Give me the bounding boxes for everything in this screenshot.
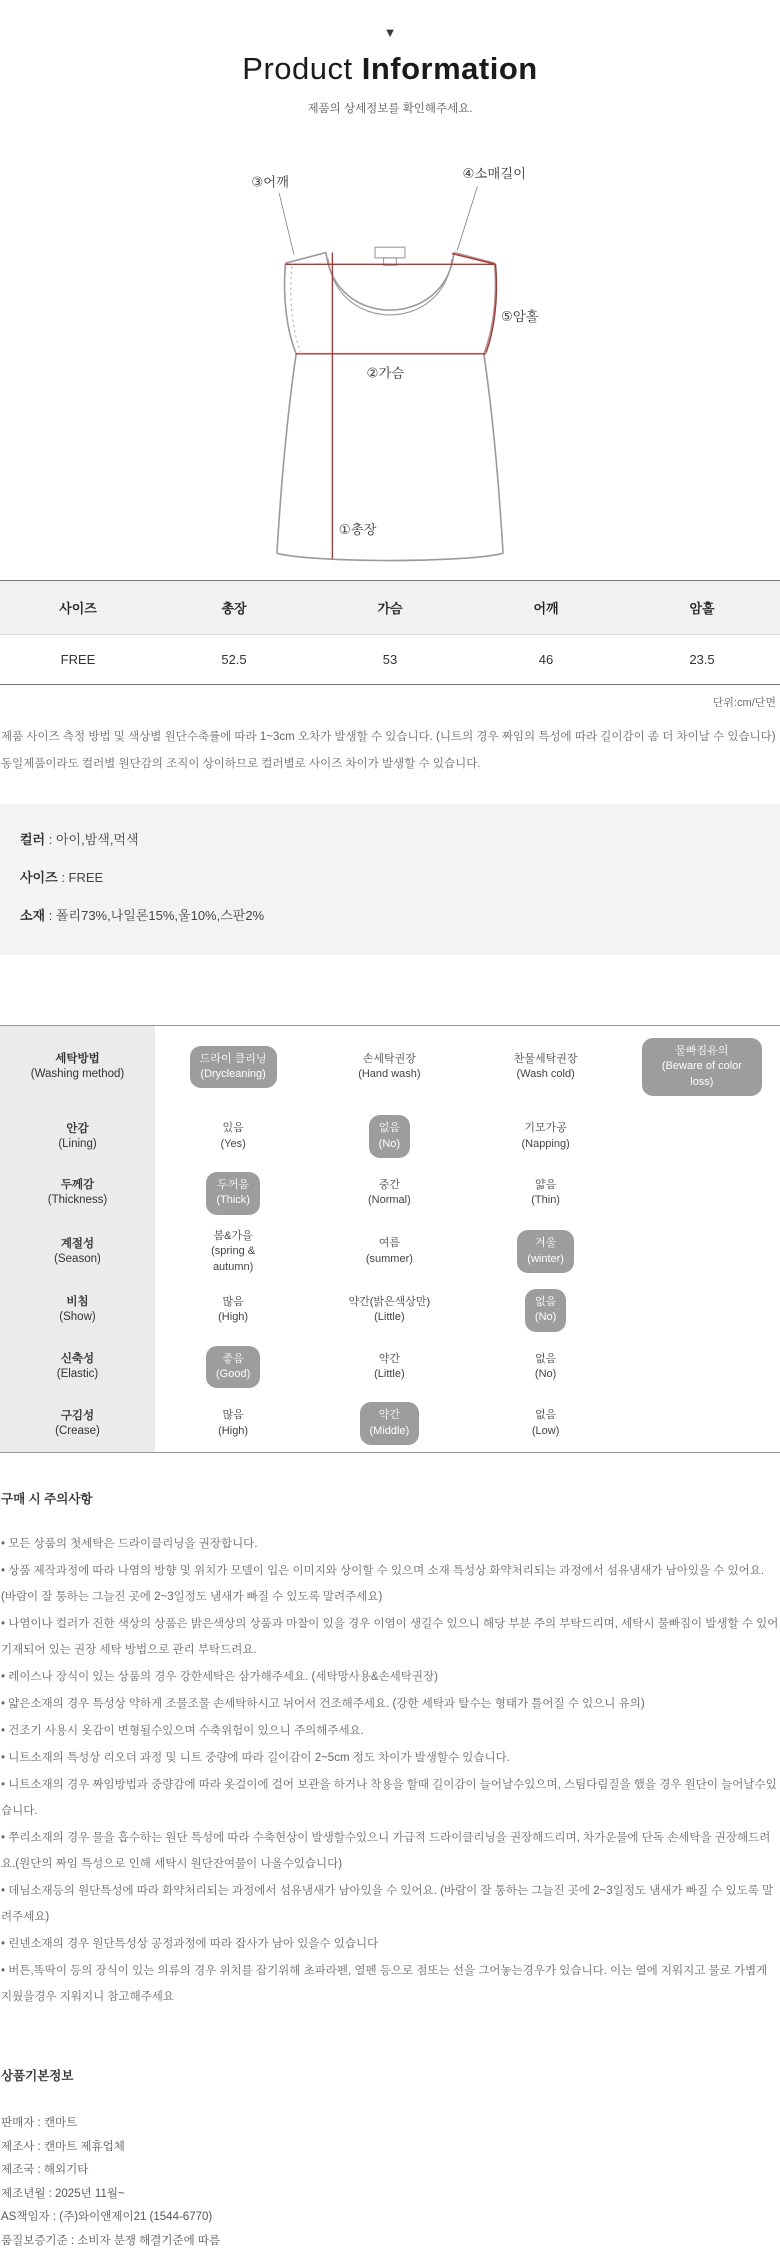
shoulder-value: 46	[538, 652, 554, 667]
label-length: ①총장	[338, 522, 377, 538]
sleeve-leader-line	[457, 186, 477, 250]
unit-note: 단위:cm/단면	[712, 697, 776, 709]
size-notes	[0, 724, 780, 778]
purchase-notice-section	[0, 1489, 780, 2010]
label-shoulder: ③어깨	[251, 174, 290, 190]
length-value: 52.5	[221, 652, 247, 667]
care-option-kr: 없음	[534, 1295, 557, 1308]
care-option-en: (Beware of color loss)	[661, 1060, 742, 1088]
size-label: 사이즈	[20, 870, 58, 885]
care-label-kr: 구김성	[60, 1409, 95, 1422]
size-table-header-row	[0, 581, 780, 635]
care-option-cell	[155, 1401, 311, 1446]
notice-item: • 버튼,똑딱이 등의 장식이 있는 의류의 경우 위치를 잡기위해 초파라펜, 열펜 등으로 점또는 선을 그어놓는경우가 있습니다. 이는 열에 지워지고 물로 가볍게 지웠을경우 지워지니 참고해주세요	[1, 1965, 768, 2004]
care-option-cell	[468, 1040, 624, 1095]
care-row-sheerness	[0, 1282, 780, 1339]
care-option-en: (summer)	[365, 1252, 413, 1265]
color-value: : 아이,밤색,먹색	[48, 832, 139, 847]
care-option-cell	[311, 1040, 467, 1095]
care-row-label	[0, 1395, 155, 1452]
care-option-en: (Thin)	[531, 1194, 560, 1207]
care-option-kr: 좋음	[222, 1352, 244, 1365]
length-col-header: 총장	[221, 601, 247, 616]
garment-left-side-seam	[277, 354, 296, 553]
care-label-en: (Elastic)	[56, 1368, 99, 1381]
care-label-en: (Show)	[59, 1311, 96, 1324]
shoulder-col-header: 어깨	[533, 601, 559, 616]
care-option-en: (spring & autumn)	[211, 1245, 256, 1273]
size-table	[0, 580, 780, 685]
label-chest: ②가슴	[366, 365, 405, 381]
care-option-en: (No)	[534, 1368, 557, 1381]
care-option-cell	[155, 1222, 311, 1282]
care-option-kr: 손세탁권장	[362, 1052, 416, 1065]
care-label-en: (Thickness)	[47, 1194, 108, 1207]
care-option-en: (Hand wash)	[358, 1068, 421, 1081]
care-option-cell	[311, 1108, 467, 1165]
care-label-kr: 두께감	[60, 1179, 95, 1192]
notice-item: • 린넨소재의 경우 원단특성상 공정과정에 따라 잡사가 남아 있을수 있습니다	[1, 1938, 379, 1951]
care-label-en: (Season)	[54, 1252, 101, 1265]
notice-items	[0, 1531, 780, 2010]
care-option-kr: 중간	[378, 1178, 400, 1191]
care-row-label	[0, 1165, 155, 1222]
label-sleeve-length: ④소매길이	[462, 165, 526, 181]
size-table-row	[0, 635, 780, 684]
sleeve-measure-line	[452, 254, 496, 265]
product-info-box	[0, 804, 780, 955]
notice-item: • 나염이나 컬러가 진한 색상의 상품은 밝은색상의 상품과 마찰이 있을 경우 이염이 생길수 있으니 해당 부분 주의 부탁드리며, 세탁시 물빠짐이 발생할 수 있어 기재되어 있는 권장 세탁 방법으로 관리 부탁드려요.	[1, 1618, 779, 1657]
notice-item: • 얇은소재의 경우 특성상 약하게 조물조물 손세탁하시고 뉘어서 건조해주세요. (강한 세탁과 탈수는 형태가 틀어질 수 있으니 유의)	[1, 1698, 645, 1711]
care-option-kr: 없음	[378, 1122, 400, 1135]
care-label-kr: 계절성	[60, 1237, 95, 1250]
care-label-kr: 비침	[66, 1296, 89, 1309]
garment-measurement-diagram	[230, 148, 550, 580]
care-row-label	[0, 1108, 155, 1165]
care-option-cell-empty	[624, 1130, 780, 1144]
care-option-cell	[311, 1288, 467, 1333]
notice-item: • 상품 제작과정에 따라 나염의 방향 및 위치가 모델이 입은 이미지와 상이할 수 있으며 소재 특성상 화약처리되는 과정에서 섬유냄새가 남아있을 수 있어요. (바람이 잘 통하는 그늘진 곳에 2~3일정도 냄새가 빠질 수 있도록 말려주세요)	[1, 1565, 765, 1604]
care-option-kr: 약간(밝은색상만)	[348, 1295, 431, 1308]
care-option-kr: 기모가공	[524, 1122, 567, 1135]
care-row-label	[0, 1222, 155, 1282]
care-row-season	[0, 1222, 780, 1282]
care-option-kr: 여름	[378, 1237, 400, 1250]
size-note-line: 동일제품이라도 컬러별 원단감의 조직이 상이하므로 컬러별로 사이즈 차이가 발생할 수 있습니다.	[1, 758, 481, 770]
care-option-cell	[155, 1034, 311, 1101]
size-value: FREE	[60, 652, 96, 667]
care-option-en: (Little)	[374, 1368, 405, 1381]
care-label-kr: 신축성	[60, 1353, 95, 1366]
fabric-label: 소재	[20, 908, 46, 923]
color-label: 컬러	[20, 832, 46, 847]
care-option-cell	[468, 1345, 624, 1390]
garment-right-side-seam	[484, 354, 503, 553]
garment-diagram-svg	[230, 148, 550, 580]
notice-item: • 레이스나 장식이 있는 상품의 경우 강한세탁은 삼가해주세요. (세탁망사용&손세탁권장)	[1, 1671, 438, 1684]
care-option-cell	[468, 1223, 624, 1280]
care-option-en: (Good)	[216, 1368, 251, 1381]
care-option-en: (Yes)	[220, 1137, 246, 1150]
origin-line: 제조국 : 해외기타	[1, 2164, 89, 2177]
care-option-en: (High)	[218, 1311, 249, 1324]
armhole-value: 23.5	[689, 652, 715, 667]
care-option-kr: 물빠짐유의	[675, 1045, 729, 1057]
care-label-en: (Crease)	[55, 1424, 100, 1437]
size-col-header: 사이즈	[59, 601, 97, 616]
size-note-line: 제품 사이즈 측정 방법 및 색상별 원단수축률에 따라 1~3cm 오차가 발생할 수 있습니다. (니트의 경우 짜임의 특성에 따라 길이감이 좀 더 차이날 수 있습니다)	[1, 731, 776, 743]
manufacturer-line: 제조사 : 캔마트 제휴업체	[1, 2140, 125, 2153]
care-row-elasticity	[0, 1339, 780, 1396]
shoulder-leader-line	[279, 193, 294, 255]
care-option-cell	[155, 1288, 311, 1333]
basic-info-title: 상품기본정보	[1, 2069, 74, 2084]
garment-left-shoulder-line	[285, 253, 326, 264]
care-option-kr: 많음	[222, 1295, 244, 1308]
care-option-cell-empty	[624, 1186, 780, 1200]
garment-neck-inner	[328, 259, 452, 315]
care-row-label	[0, 1339, 155, 1396]
page-title-bold: Information	[361, 51, 538, 86]
care-option-kr: 없음	[534, 1352, 557, 1365]
care-label-kr: 안감	[66, 1122, 89, 1135]
care-option-cell	[468, 1114, 624, 1159]
fabric-info-line	[20, 897, 760, 935]
care-option-en: (High)	[218, 1424, 249, 1437]
page-title	[0, 51, 780, 87]
chest-value: 53	[382, 652, 398, 667]
page-title-light: Product	[242, 51, 353, 86]
care-row-wrinkle	[0, 1395, 780, 1452]
seller-line: 판매자 : 캔마트	[1, 2117, 78, 2130]
notice-item: • 모든 상품의 첫세탁은 드라이클리닝을 권장합니다.	[1, 1538, 258, 1551]
care-option-kr: 드라이 클리닝	[199, 1052, 267, 1065]
care-option-kr: 겨울	[534, 1237, 557, 1250]
care-option-en: (Middle)	[369, 1424, 410, 1437]
care-option-kr: 약간	[378, 1352, 400, 1365]
care-option-cell-empty	[624, 1303, 780, 1317]
care-row-label	[0, 1026, 155, 1108]
label-armhole: ⑤암홀	[500, 308, 539, 324]
care-option-cell	[311, 1171, 467, 1216]
care-option-kr: 약간	[378, 1409, 400, 1422]
armhole-col-header: 암홀	[689, 601, 715, 616]
care-option-cell	[311, 1345, 467, 1390]
care-option-en: (Drycleaning)	[200, 1068, 266, 1081]
triangle-down-icon: ▼	[383, 25, 397, 40]
basic-info-lines	[0, 2112, 780, 2253]
care-label-en: (Lining)	[58, 1137, 97, 1150]
care-option-en: (No)	[378, 1137, 401, 1150]
notice-item: • 쭈리소재의 경우 물을 흡수하는 원단 특성에 따라 수축현상이 발생할수있으니 가급적 드라이클리닝을 권장해드리며, 차가운물에 단독 손세탁을 권장해드려요.(원단의 짜임 특성으로 인해 세탁시 원단잔여물이 나올수있습니다)	[1, 1832, 771, 1871]
manufacture-date-line: 제조년월 : 2025년 11월~	[1, 2187, 125, 2200]
care-option-en: (Napping)	[521, 1137, 570, 1150]
care-row-label	[0, 1282, 155, 1339]
care-option-kr: 많음	[222, 1409, 244, 1422]
size-info-line	[20, 859, 760, 897]
care-option-en: (Wash cold)	[516, 1068, 575, 1081]
care-option-cell	[468, 1171, 624, 1216]
care-option-cell-empty	[624, 1245, 780, 1259]
care-option-cell	[155, 1339, 311, 1396]
garment-right-shoulder-line	[454, 253, 495, 264]
notice-item: • 건조기 사용시 옷감이 변형될수있으며 수축위험이 있으니 주의해주세요.	[1, 1725, 364, 1738]
basic-info-section	[0, 2066, 780, 2267]
care-option-cell	[468, 1401, 624, 1446]
care-label-kr: 세탁방법	[55, 1053, 100, 1066]
care-option-cell	[624, 1026, 780, 1108]
notice-item: • 니트소재의 특성상 리오더 과정 및 니트 중량에 따라 길이감이 2~5cm 정도 차이가 발생할수 있습니다.	[1, 1752, 510, 1765]
care-option-en: (Little)	[374, 1311, 405, 1324]
fabric-value: : 폴리73%,나일론15%,울10%,스판2%	[48, 908, 265, 923]
care-option-en: (Low)	[531, 1424, 560, 1437]
care-option-cell-empty	[624, 1360, 780, 1374]
care-option-en: (No)	[534, 1311, 557, 1324]
care-option-en: (winter)	[527, 1252, 564, 1265]
care-row-washing-method	[0, 1026, 780, 1108]
chest-col-header: 가슴	[377, 601, 403, 616]
care-option-kr: 두꺼움	[217, 1178, 250, 1191]
garment-neck-tag	[375, 247, 405, 258]
care-option-cell	[155, 1165, 311, 1222]
care-option-cell-empty	[624, 1417, 780, 1431]
color-info-line	[20, 821, 760, 859]
page-subtitle: 제품의 상세정보를 확인해주세요.	[307, 103, 473, 115]
care-option-cell	[468, 1282, 624, 1339]
care-attribute-table	[0, 1025, 780, 1453]
care-option-en: (Normal)	[367, 1194, 411, 1207]
care-option-kr: 얇음	[534, 1178, 557, 1191]
care-option-kr: 있음	[222, 1122, 244, 1135]
notice-section-title: 구매 시 주의사항	[1, 1492, 93, 1507]
care-option-en: (Thick)	[216, 1194, 250, 1207]
notice-item: • 니트소재의 경우 짜임방법과 중량감에 따라 옷걸이에 걸어 보관을 하거나 착용을 할때 길이감이 늘어날수있으며, 스팀다림질을 했을 경우 원단이 늘어날수있습니다.	[1, 1779, 777, 1818]
garment-left-armhole	[285, 263, 297, 354]
care-option-kr: 찬물세탁권장	[513, 1052, 578, 1065]
garment-hem-line	[277, 553, 503, 560]
care-option-cell	[155, 1114, 311, 1159]
care-option-kr: 봄&가을	[213, 1229, 253, 1242]
garment-neck-outer	[326, 253, 454, 311]
care-row-lining	[0, 1108, 780, 1165]
care-option-cell	[311, 1395, 467, 1452]
care-option-cell	[311, 1229, 467, 1274]
care-option-kr: 없음	[534, 1409, 557, 1422]
size-value: : FREE	[61, 870, 104, 885]
care-row-thickness	[0, 1165, 780, 1222]
warranty-line: 품질보증기준 : 소비자 분쟁 해결기준에 따름	[1, 2234, 221, 2247]
notice-item: • 데님소재등의 원단특성에 따라 화약처리되는 과정에서 섬유냄새가 남아있을 수 있어요. (바람이 잘 통하는 그늘진 곳에 2~3일정도 냄새가 빠질 수 있도록 말려주세요)	[1, 1885, 774, 1924]
as-contact-line: AS책임자 : (주)와이앤제이21 (1544-6770)	[1, 2211, 213, 2224]
garment-left-armhole-dashed	[291, 266, 301, 351]
care-label-en: (Washing method)	[30, 1068, 125, 1081]
